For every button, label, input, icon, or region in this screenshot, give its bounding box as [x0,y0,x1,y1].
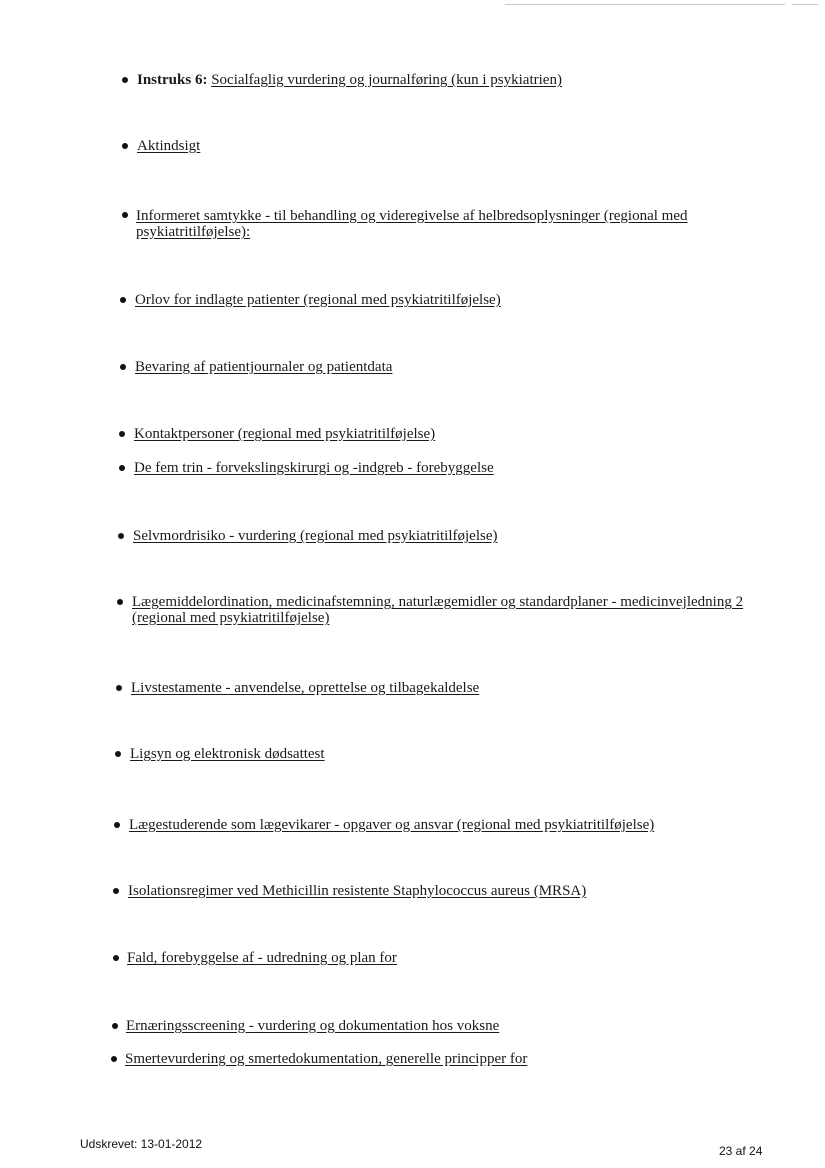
document-link[interactable]: Selvmordrisiko - vurdering (regional med psykiatritilføjelse) [133,528,498,544]
list-item [133,528,498,545]
list-item [137,138,200,155]
document-link[interactable]: Ligsyn og elektronisk dødsattest [130,746,325,762]
list-item [135,359,392,376]
list-item [135,292,501,309]
bullet-icon [120,364,126,370]
list-item [127,950,397,967]
document-link[interactable]: De fem trin - forvekslingskirurgi og -indgreb - forebyggelse [134,460,494,476]
document-link[interactable]: Informeret samtykke - til behandling og videregivelse af helbredsoplysninger (regional med [136,208,688,224]
bullet-icon [122,212,128,218]
bullet-icon [122,143,128,149]
bullet-icon [115,751,121,757]
list-item [134,426,435,443]
bullet-icon [111,1056,117,1062]
bullet-icon [114,822,120,828]
bullet-icon [122,77,128,83]
document-link[interactable]: Bevaring af patientjournaler og patientdata [135,359,393,375]
list-item [134,460,494,477]
list-item [130,746,325,763]
list-item [128,883,586,900]
document-link[interactable]: Socialfaglig vurdering og journalføring (kun i psykiatrien) [211,72,562,88]
bullet-icon [119,465,125,471]
document-link[interactable]: Smertevurdering og smertedokumentation, generelle principper for [125,1051,528,1067]
bullet-icon [116,685,122,691]
document-link[interactable]: Aktindsigt [137,138,201,154]
scan-edge-mark [792,4,818,5]
bullet-icon [117,599,123,605]
bullet-icon [120,297,126,303]
scan-edge-mark [505,4,785,5]
document-link[interactable]: Isolationsregimer ved Methicillin resistente Staphylococcus aureus (MRSA) [128,883,587,899]
bullet-icon [113,955,119,961]
list-item [136,208,688,240]
bullet-icon [119,431,125,437]
list-item [125,1051,527,1068]
bullet-icon [112,1023,118,1029]
list-item [137,72,562,89]
print-date: Udskrevet: 13-01-2012 [80,1137,203,1151]
bullet-icon [113,888,119,894]
list-item [126,1018,499,1035]
document-link[interactable]: Fald, forebyggelse af - udredning og plan for [127,950,397,966]
document-link[interactable]: Lægemiddelordination, medicinafstemning, naturlægemidler og standardplaner - medicinvejledning 2 [132,594,744,610]
bullet-icon [118,533,124,539]
page-number: 23 af 24 [719,1144,763,1158]
document-link-continuation[interactable]: (regional med psykiatritilføjelse) [132,610,330,626]
list-item [131,680,479,697]
document-link[interactable]: Orlov for indlagte patienter (regional med psykiatritilføjelse) [135,292,501,308]
instruction-number: Instruks 6: [137,72,208,88]
document-link[interactable]: Kontaktpersoner (regional med psykiatritilføjelse) [134,426,436,442]
document-link[interactable]: Ernæringsscreening - vurdering og dokumentation hos voksne [126,1018,500,1034]
list-item [132,594,743,626]
list-item [129,817,654,834]
document-link-continuation[interactable]: psykiatritilføjelse): [136,224,251,240]
document-link[interactable]: Livstestamente - anvendelse, oprettelse og tilbagekaldelse [131,680,480,696]
document-link[interactable]: Lægestuderende som lægevikarer - opgaver og ansvar (regional med psykiatritilføjelse) [129,817,655,833]
